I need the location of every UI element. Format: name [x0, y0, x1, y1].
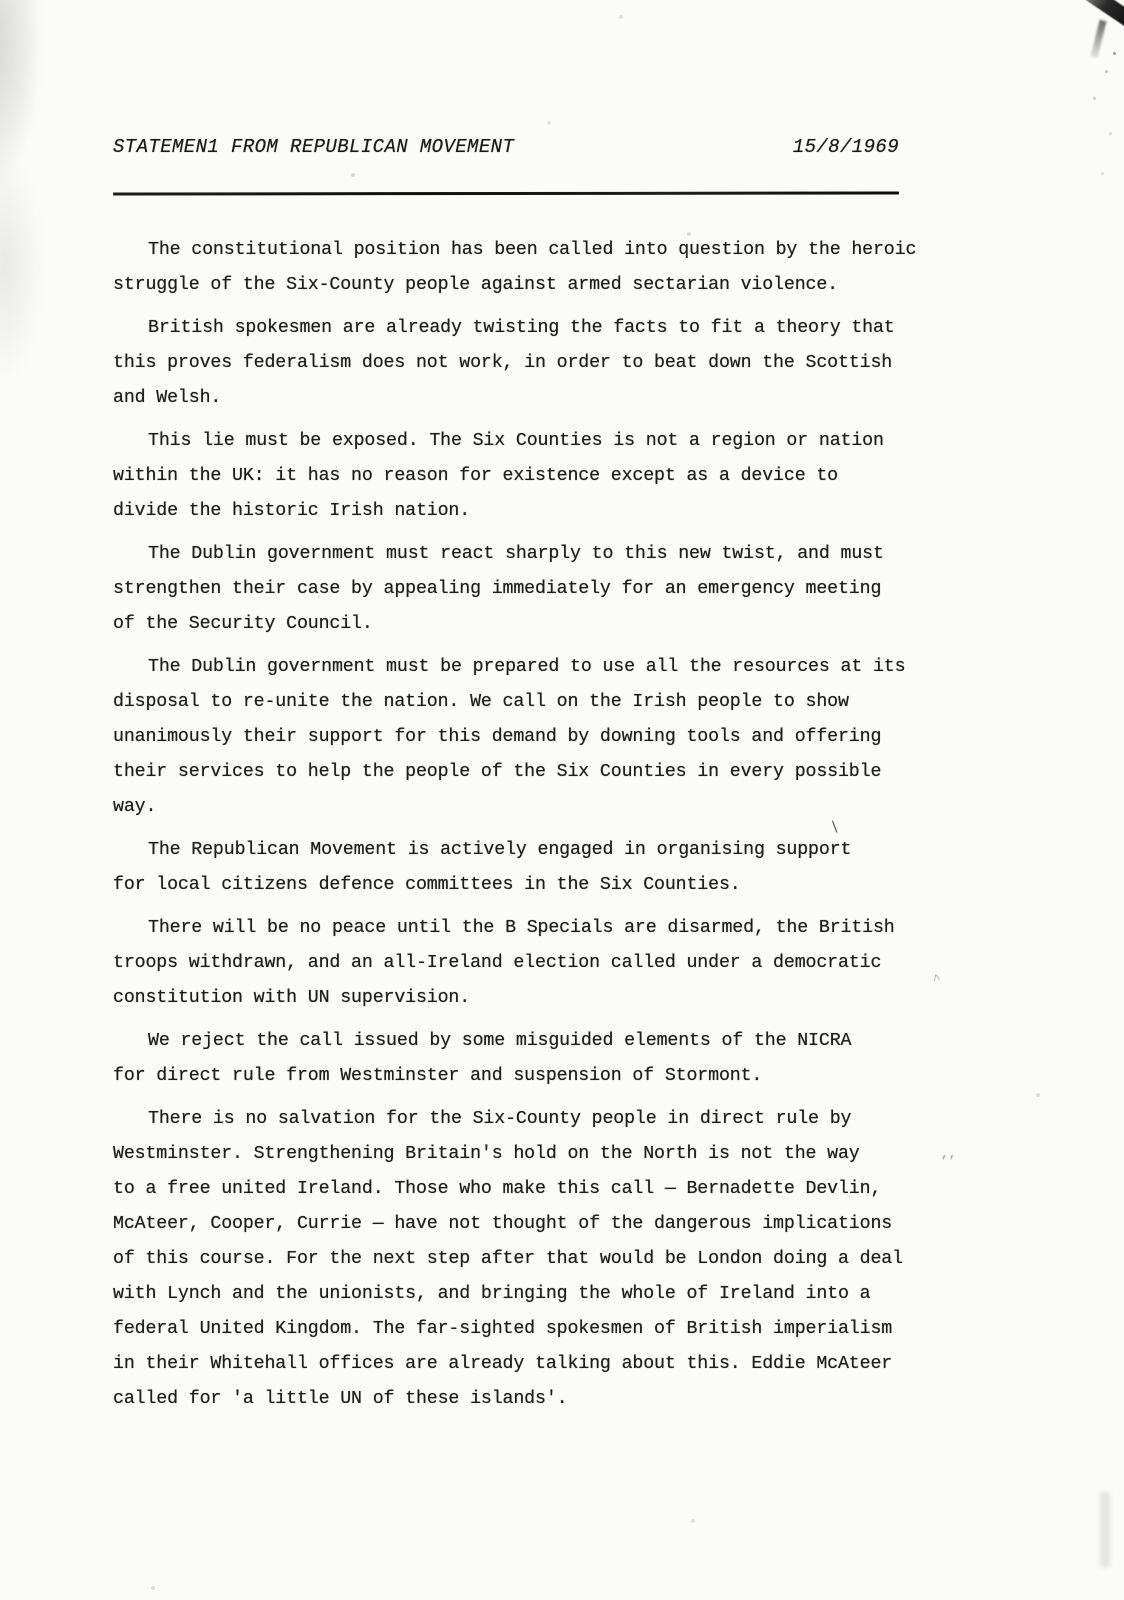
document-header: [113, 136, 899, 158]
text-line: within the UK: it has no reason for existence except as a device to: [113, 466, 838, 486]
text-line: British spokesmen are already twisting the facts to fit a theory that: [148, 318, 895, 338]
text-line: called for 'a little UN of these islands'.: [113, 1389, 568, 1409]
text-line: this proves federalism does not work, in order to beat down the Scottish: [113, 353, 893, 373]
text-line: and Welsh.: [113, 388, 222, 408]
scan-smudge-topleft: [0, 0, 95, 490]
paragraph: [113, 311, 958, 416]
stray-quote-mark: ,,: [941, 1146, 957, 1161]
paragraph: [113, 1102, 958, 1417]
text-line: strengthen their case by appealing immediately for an emergency meeting: [113, 579, 882, 599]
text-line: with Lynch and the unionists, and bringing the whole of Ireland into a: [113, 1284, 871, 1304]
text-line: There will be no peace until the B Specials are disarmed, the British: [148, 918, 895, 938]
corner-speckles: [1113, 52, 1116, 55]
paragraph: [113, 537, 958, 642]
text-line: troops withdrawn, and an all-Ireland election called under a democratic: [113, 953, 882, 973]
paragraph: [113, 911, 958, 1016]
corner-fold-mark: [1070, 0, 1124, 28]
document-title: STATEMEN1 FROM REPUBLICAN MOVEMENT: [113, 136, 515, 158]
stray-pen-mark: \: [828, 819, 841, 838]
paragraph: [113, 233, 958, 303]
scan-smudge-right-edge: [1100, 1492, 1110, 1567]
text-line: There is no salvation for the Six-County people in direct rule by: [148, 1109, 852, 1129]
corner-fold-streak: [1091, 20, 1107, 59]
text-line: struggle of the Six-County people against armed sectarian violence.: [113, 275, 838, 295]
paragraph: [113, 424, 958, 529]
text-line: in their Whitehall offices are already talking about this. Eddie McAteer: [113, 1354, 893, 1374]
text-line: The Dublin government must be prepared to use all the resources at its: [148, 657, 906, 677]
text-line: disposal to re-unite the nation. We call on the Irish people to show: [113, 692, 849, 712]
text-line: McAteer, Cooper, Currie — have not thought of the dangerous implications: [113, 1214, 893, 1234]
text-line: The Republican Movement is actively engaged in organising support: [148, 840, 852, 860]
document-body: [113, 233, 958, 1417]
text-line: The constitutional position has been called into question by the heroic: [148, 240, 917, 260]
stray-caret-mark: ^: [931, 971, 943, 988]
text-line: This lie must be exposed. The Six Counties is not a region or nation: [148, 431, 884, 451]
paragraph: [113, 1024, 958, 1094]
text-line: federal United Kingdom. The far-sighted spokesmen of British imperialism: [113, 1319, 893, 1339]
text-line: for local citizens defence committees in the Six Counties.: [113, 875, 741, 895]
paragraph: [113, 650, 958, 825]
text-line: of this course. For the next step after that would be London doing a deal: [113, 1249, 903, 1269]
text-line: to a free united Ireland. Those who make this call — Bernadette Devlin,: [113, 1179, 882, 1199]
text-line: way.: [113, 797, 157, 817]
text-line: We reject the call issued by some misguided elements of the NICRA: [148, 1031, 852, 1051]
text-line: their services to help the people of the Six Counties in every possible: [113, 762, 882, 782]
header-divider-rule: [113, 191, 899, 195]
text-line: divide the historic Irish nation.: [113, 501, 471, 521]
text-line: of the Security Council.: [113, 614, 373, 634]
paragraph: [113, 833, 958, 903]
text-line: constitution with UN supervision.: [113, 988, 471, 1008]
text-line: Westminster. Strengthening Britain's hold on the North is not the way: [113, 1144, 860, 1164]
scan-speckles: [0, 0, 2, 2]
document-date: 15/8/1969: [792, 136, 899, 158]
text-line: for direct rule from Westminster and suspension of Stormont.: [113, 1066, 763, 1086]
text-line: unanimously their support for this demand by downing tools and offering: [113, 727, 882, 747]
text-line: The Dublin government must react sharply to this new twist, and must: [148, 544, 884, 564]
